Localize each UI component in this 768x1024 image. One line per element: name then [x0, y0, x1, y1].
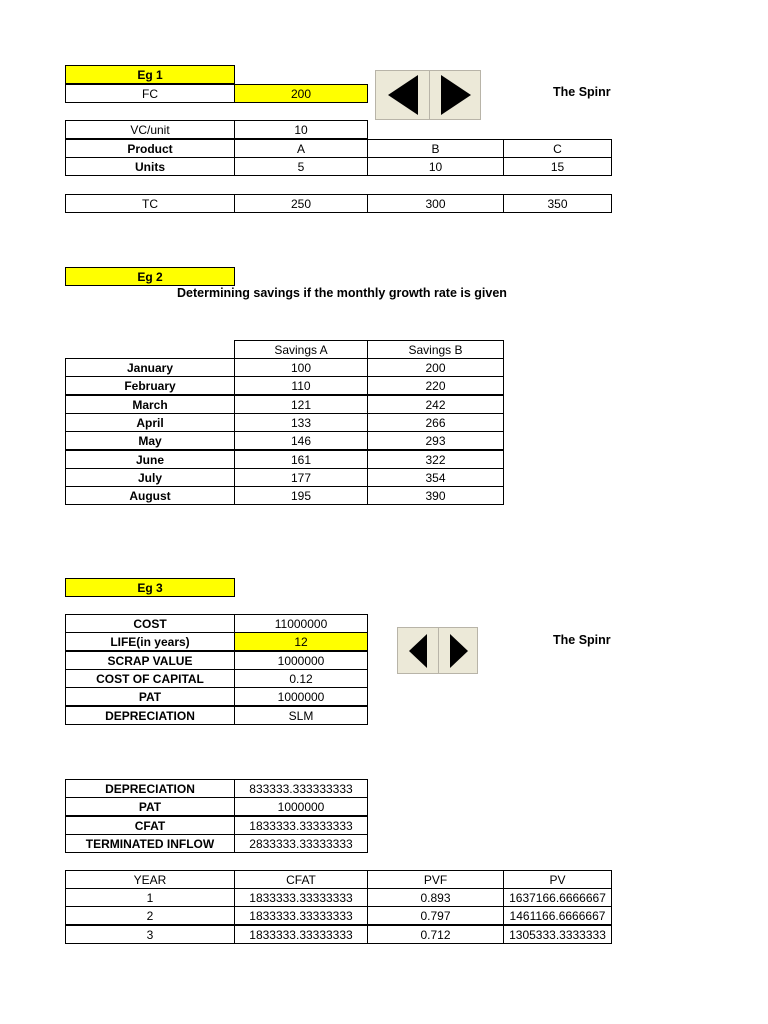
month-cell: April: [65, 413, 235, 432]
pv-pv-cell: 1305333.3333333: [503, 925, 612, 944]
input-label: DEPRECIATION: [65, 706, 235, 725]
savings-b-cell: 322: [367, 450, 504, 469]
eg1-title: Eg 1: [65, 65, 235, 84]
pv-pvf-cell: 0.797: [367, 906, 504, 925]
calc-label: CFAT: [65, 816, 235, 835]
pv-cfat-cell: 1833333.33333333: [234, 906, 368, 925]
month-cell: May: [65, 431, 235, 450]
savings-b-cell: 293: [367, 431, 504, 450]
units-a: 5: [234, 157, 368, 176]
units-label: Units: [65, 157, 235, 176]
savings-b-header: Savings B: [367, 340, 504, 359]
fc-spinner[interactable]: [375, 70, 481, 120]
pv-year-cell: 2: [65, 906, 235, 925]
pv-cfat-cell: 1833333.33333333: [234, 925, 368, 944]
spinner-increment-button[interactable]: [438, 628, 479, 673]
units-b: 10: [367, 157, 504, 176]
month-cell: August: [65, 486, 235, 505]
calc-value: 1000000: [234, 797, 368, 816]
input-label: COST: [65, 614, 235, 633]
spinner-caption: The Spinr: [553, 85, 611, 99]
eg3-title: Eg 3: [65, 578, 235, 597]
savings-a-cell: 110: [234, 376, 368, 395]
calc-label: DEPRECIATION: [65, 779, 235, 798]
spinner-increment-button[interactable]: [429, 71, 482, 119]
calc-value: 833333.333333333: [234, 779, 368, 798]
pv-pv-cell: 1637166.6666667: [503, 888, 612, 907]
pv-header-cell: PVF: [367, 870, 504, 889]
savings-b-cell: 220: [367, 376, 504, 395]
calc-value: 2833333.33333333: [234, 834, 368, 853]
input-value: 1000000: [234, 687, 368, 706]
savings-a-cell: 100: [234, 358, 368, 377]
spinner-caption: The Spinr: [553, 633, 611, 647]
savings-a-cell: 146: [234, 431, 368, 450]
tc-b: 300: [367, 194, 504, 213]
savings-b-cell: 354: [367, 468, 504, 487]
savings-b-cell: 266: [367, 413, 504, 432]
input-label: COST OF CAPITAL: [65, 669, 235, 688]
month-cell: June: [65, 450, 235, 469]
input-value: 0.12: [234, 669, 368, 688]
left-arrow-icon: [407, 632, 429, 670]
eg2-subtitle: Determining savings if the monthly growth rate is given: [177, 286, 507, 300]
product-label: Product: [65, 139, 235, 158]
savings-b-cell: 200: [367, 358, 504, 377]
left-arrow-icon: [386, 73, 420, 117]
pv-header-cell: YEAR: [65, 870, 235, 889]
tc-c: 350: [503, 194, 612, 213]
calc-label: PAT: [65, 797, 235, 816]
pv-pv-cell: 1461166.6666667: [503, 906, 612, 925]
pv-pvf-cell: 0.893: [367, 888, 504, 907]
eg2-title: Eg 2: [65, 267, 235, 286]
month-cell: January: [65, 358, 235, 377]
pv-year-cell: 1: [65, 888, 235, 907]
input-value: 11000000: [234, 614, 368, 633]
input-value: 1000000: [234, 651, 368, 670]
product-a: A: [234, 139, 368, 158]
savings-a-cell: 133: [234, 413, 368, 432]
input-label: PAT: [65, 687, 235, 706]
fc-label: FC: [65, 84, 235, 103]
savings-a-cell: 177: [234, 468, 368, 487]
units-c: 15: [503, 157, 612, 176]
pv-cfat-cell: 1833333.33333333: [234, 888, 368, 907]
life-spinner[interactable]: [397, 627, 478, 674]
tc-label: TC: [65, 194, 235, 213]
input-value[interactable]: 12: [234, 632, 368, 651]
month-cell: February: [65, 376, 235, 395]
pv-pvf-cell: 0.712: [367, 925, 504, 944]
savings-a-cell: 195: [234, 486, 368, 505]
calc-value: 1833333.33333333: [234, 816, 368, 835]
vc-value: 10: [234, 120, 368, 139]
pv-header-cell: CFAT: [234, 870, 368, 889]
tc-a: 250: [234, 194, 368, 213]
vc-label: VC/unit: [65, 120, 235, 139]
savings-b-cell: 390: [367, 486, 504, 505]
savings-b-cell: 242: [367, 395, 504, 414]
pv-year-cell: 3: [65, 925, 235, 944]
pv-header-cell: PV: [503, 870, 612, 889]
savings-a-cell: 161: [234, 450, 368, 469]
month-cell: March: [65, 395, 235, 414]
month-cell: July: [65, 468, 235, 487]
savings-a-header: Savings A: [234, 340, 368, 359]
input-value: SLM: [234, 706, 368, 725]
input-label: SCRAP VALUE: [65, 651, 235, 670]
product-c: C: [503, 139, 612, 158]
right-arrow-icon: [439, 73, 473, 117]
spinner-decrement-button[interactable]: [376, 71, 430, 119]
savings-a-cell: 121: [234, 395, 368, 414]
input-label: LIFE(in years): [65, 632, 235, 651]
right-arrow-icon: [448, 632, 470, 670]
spinner-decrement-button[interactable]: [398, 628, 439, 673]
fc-value-cell[interactable]: 200: [234, 84, 368, 103]
product-b: B: [367, 139, 504, 158]
calc-label: TERMINATED INFLOW: [65, 834, 235, 853]
